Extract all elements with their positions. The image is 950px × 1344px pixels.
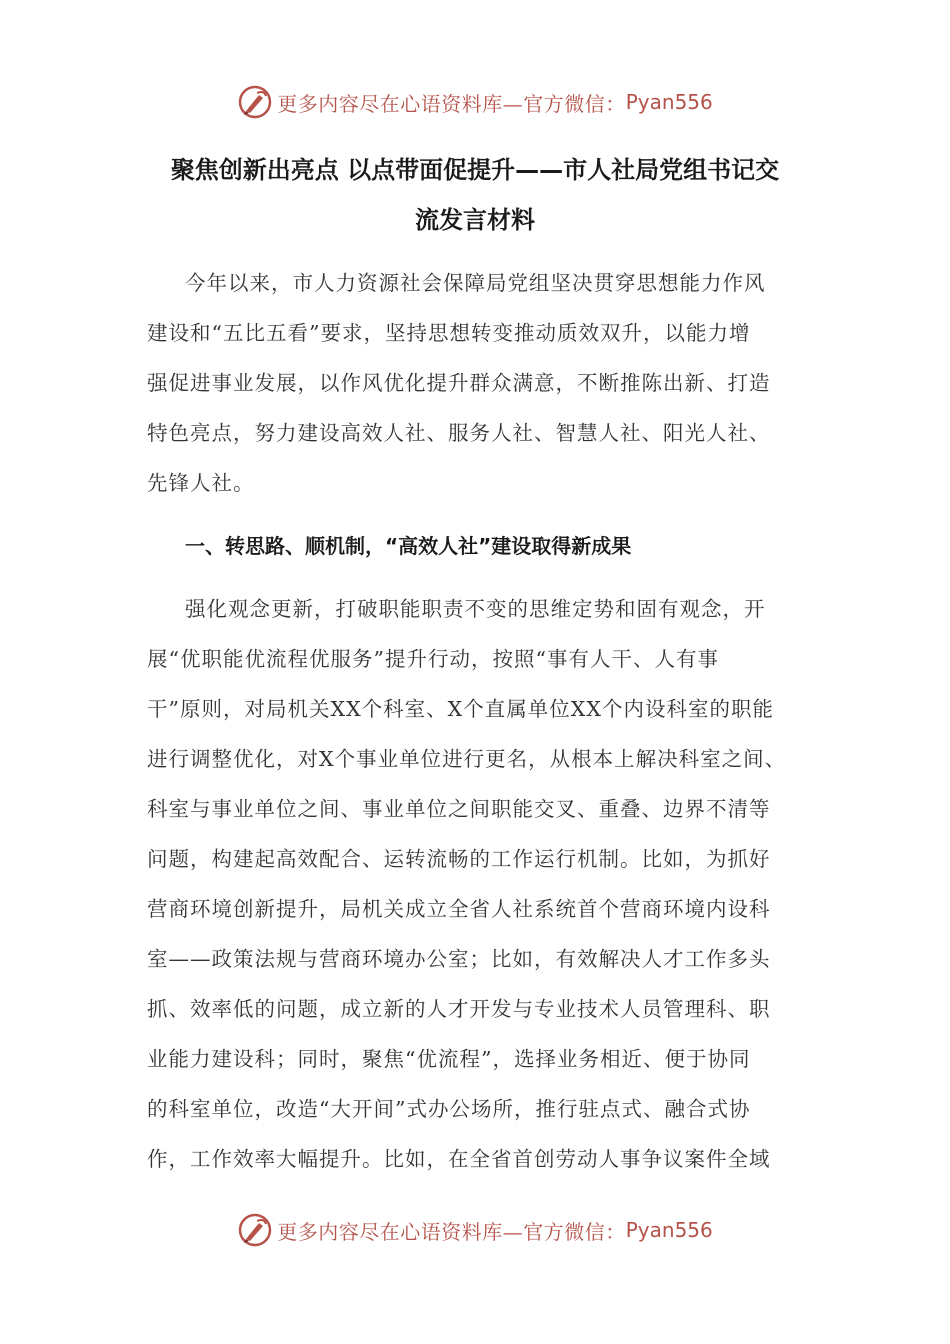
body-line: 抓、效率低的问题，成立新的人才开发与专业技术人员管理科、职 <box>147 997 771 1021</box>
body-line: 营商环境创新提升，局机关成立全省人社系统首个营商环境内设科 <box>147 897 771 921</box>
body-line: 问题，构建起高效配合、运转流畅的工作运行机制。比如，为抓好 <box>147 847 771 871</box>
watermark-brand-text: 更多内容尽在心语资料库—官方微信： <box>277 91 626 116</box>
intro-line: 强促进事业发展，以作风优化提升群众满意，不断推陈出新、打造 <box>147 371 771 395</box>
section-1-heading: 一、转思路、顺机制，“高效人社”建设取得新成果 <box>185 534 632 558</box>
body-line: 展“优职能优流程优服务”提升行动，按照“事有人干、人有事 <box>147 647 719 671</box>
watermark-wechat-id: Pyan556 <box>625 90 713 114</box>
body-line: 的科室单位，改造“大开间”式办公场所，推行驻点式、融合式协 <box>147 1097 751 1121</box>
pen-logo-icon <box>237 1212 273 1248</box>
watermark-banner-top <box>0 82 950 122</box>
watermark-wechat-id: Pyan556 <box>625 1218 713 1242</box>
watermark-banner-bottom <box>0 1210 950 1250</box>
body-line: 业能力建设科；同时，聚焦“优流程”，选择业务相近、便于协同 <box>147 1047 751 1071</box>
intro-line: 今年以来，市人力资源社会保障局党组坚决贯穿思想能力作风 <box>185 271 766 295</box>
intro-line: 特色亮点，努力建设高效人社、服务人社、智慧人社、阳光人社、 <box>147 421 771 445</box>
body-line: 科室与事业单位之间、事业单位之间职能交叉、重叠、边界不清等 <box>147 797 771 821</box>
pen-logo-icon <box>237 84 273 120</box>
body-line: 进行调整优化，对X个事业单位进行更名，从根本上解决科室之间、 <box>147 747 787 771</box>
intro-paragraph <box>147 258 827 508</box>
body-line: 干”原则，对局机关XX个科室、X个直属单位XX个内设科室的职能 <box>147 697 774 721</box>
body-line: 强化观念更新，打破职能职责不变的思维定势和固有观念，开 <box>185 597 766 621</box>
document-title-line-1: 聚焦创新出亮点 以点带面促提升——市人社局党组书记交 <box>170 156 780 184</box>
intro-line: 建设和“五比五看”要求，坚持思想转变推动质效双升，以能力增 <box>147 321 751 345</box>
body-line: 作，工作效率大幅提升。比如，在全省首创劳动人事争议案件全域 <box>147 1147 771 1171</box>
section-1-paragraph <box>147 584 827 1184</box>
document-title-line-2: 流发言材料 <box>415 206 535 234</box>
intro-line: 先锋人社。 <box>147 471 255 495</box>
watermark-brand-text: 更多内容尽在心语资料库—官方微信： <box>277 1219 626 1244</box>
body-line: 室——政策法规与营商环境办公室；比如，有效解决人才工作多头 <box>147 947 771 971</box>
